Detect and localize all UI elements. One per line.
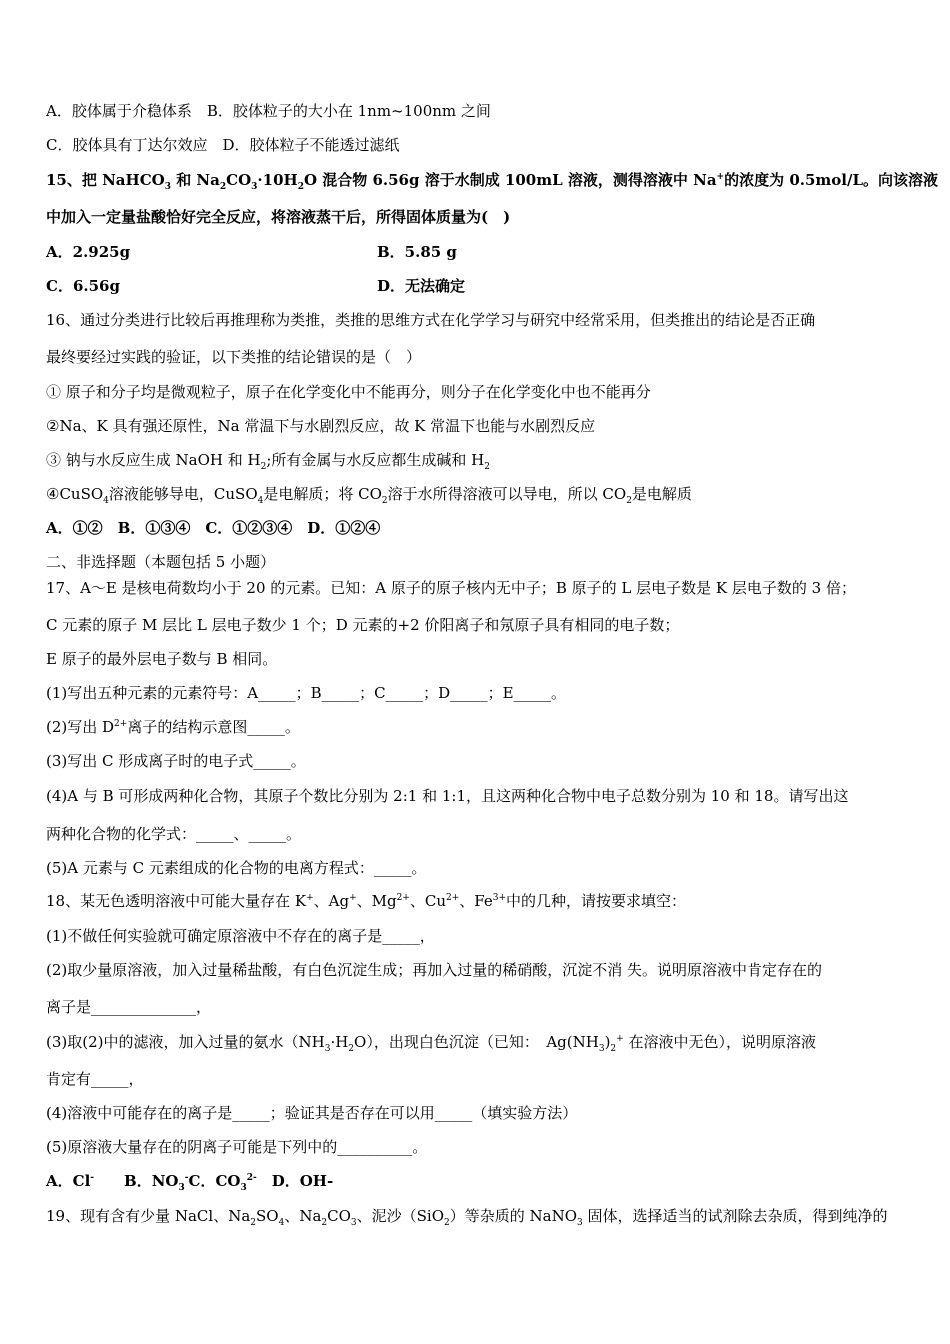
question-15-options-cd: C．6.56g D．无法确定 xyxy=(46,277,466,295)
question-17-part4-line1: (4)A 与 B 可形成两种化合物，其原子个数比分别为 2:1 和 1:1，且这两种化合物中电子总数分别为 10 和 18。请写出这 xyxy=(46,787,849,805)
question-16-line1: 16、通过分类进行比较后再推理称为类推，类推的思维方式在化学学习与研究中经常采用，但类推出的结论是否正确 xyxy=(46,311,816,329)
question-18-part2-line1: (2)取少量原溶液，加入过量稀盐酸，有白色沉淀生成；再加入过量的稀硝酸，沉淀不消 失。说明原溶液中肯定存在的 xyxy=(46,961,823,979)
question-16-item3: ③ 钠与水反应生成 NaOH 和 $H_2$;所有金属与水反应都生成碱和 $H_2$ xyxy=(46,451,490,472)
question-18-part1: (1)不做任何实验就可确定原溶液中不存在的离子是_____， xyxy=(46,927,435,945)
question-16-item4: ④CuSO$_4$溶液能够导电，CuSO$_4$是电解质；将 $CO_2$溶于水所得溶液可以导电，所以 $CO_2$是电解质 xyxy=(46,485,692,506)
question-16-options: A．①② B．①③④ C．①②③④ D．①②④ xyxy=(46,519,381,537)
question-15-line2: 中加入一定量盐酸恰好完全反应，将溶液蒸干后，所得固体质量为( ) xyxy=(46,208,511,226)
question-17-line3: E 原子的最外层电子数与 B 相同。 xyxy=(46,650,278,668)
option-line-a-b: A．胶体属于介稳体系 B．胶体粒子的大小在 1nm~100nm 之间 xyxy=(46,102,491,120)
question-15-options-ab: A．2.925g B．5.85 g xyxy=(46,243,457,261)
question-17-line2: C 元素的原子 M 层比 L 层电子数少 1 个；D 元素的+2 价阳离子和氖原子具有相同的电子数； xyxy=(46,616,680,634)
question-16-item1: ① 原子和分子均是微观粒子，原子在化学变化中不能再分，则分子在化学变化中也不能再分 xyxy=(46,383,651,401)
question-16-item2: ②Na、K 具有强还原性，Na 常温下与水剧烈反应，故 K 常温下也能与水剧烈反应 xyxy=(46,417,596,435)
question-18-options: A．Cl- B．$NO_3^-C$．$CO_3^{2-}$ D．OH- xyxy=(46,1172,334,1193)
question-19-line1: 19、现有含有少量 NaCl、$Na_2SO_4$、$Na_2CO_3$、泥沙（SiO$_2$）等杂质的 NaNO$_3$ 固体，选择适当的试剂除去杂质，得到纯净的 xyxy=(46,1207,888,1228)
question-17-part1: (1)写出五种元素的元素符号：A_____；B_____；C_____；D_____；E_____。 xyxy=(46,684,567,702)
option-line-c-d: C．胶体具有丁达尔效应 D．胶体粒子不能透过滤纸 xyxy=(46,136,400,154)
section-heading: 二、非选择题（本题包括 5 小题） xyxy=(46,553,276,571)
question-18-part4: (4)溶液中可能存在的离子是_____；验证其是否存在可以用_____（填实验方法） xyxy=(46,1104,578,1122)
question-18-part3-line2: 肯定有_____， xyxy=(46,1070,144,1088)
question-15-line1: 15、把 NaHCO$_3$ 和 $Na_2CO_3\cdot 10H_2O$ 混合物 6.56g 溶于水制成 100mL 溶液，测得溶液中 Na+的浓度为 0.5mol/L。向该溶液 xyxy=(46,171,939,192)
question-17-part4-line2: 两种化合物的化学式：_____、_____。 xyxy=(46,825,302,843)
question-17-part5: (5)A 元素与 C 元素组成的化合物的电离方程式：_____。 xyxy=(46,859,427,877)
question-17-line1: 17、A～E 是核电荷数均小于 20 的元素。已知：A 原子的原子核内无中子；B 原子的 L 层电子数是 K 层电子数的 3 倍； xyxy=(46,579,856,597)
question-18-part2-line2: 离子是______________， xyxy=(46,998,212,1016)
question-18-part5: (5)原溶液大量存在的阴离子可能是下列中的__________。 xyxy=(46,1138,428,1156)
question-18-line1: 18、某无色透明溶液中可能大量存在 K+、Ag+、$Mg^{2+}$、$Cu^{2+}$、$Fe^{3+}$中的几种，请按要求填空： xyxy=(46,892,687,910)
question-16-line2: 最终要经过实践的验证，以下类推的结论错误的是（ ） xyxy=(46,348,422,366)
question-17-part3: (3)写出 C 形成离子时的电子式_____。 xyxy=(46,752,306,770)
question-17-part2: (2)写出 $D^{2+}$离子的结构示意图_____。 xyxy=(46,718,300,736)
question-18-part3-line1: (3)取(2)中的滤液，加入过量的氨水$(NH_3\cdot H_2O)$，出现白色沉淀（已知： $Ag(NH_3)_2^+$ 在溶液中无色），说明原溶液 xyxy=(46,1033,816,1054)
